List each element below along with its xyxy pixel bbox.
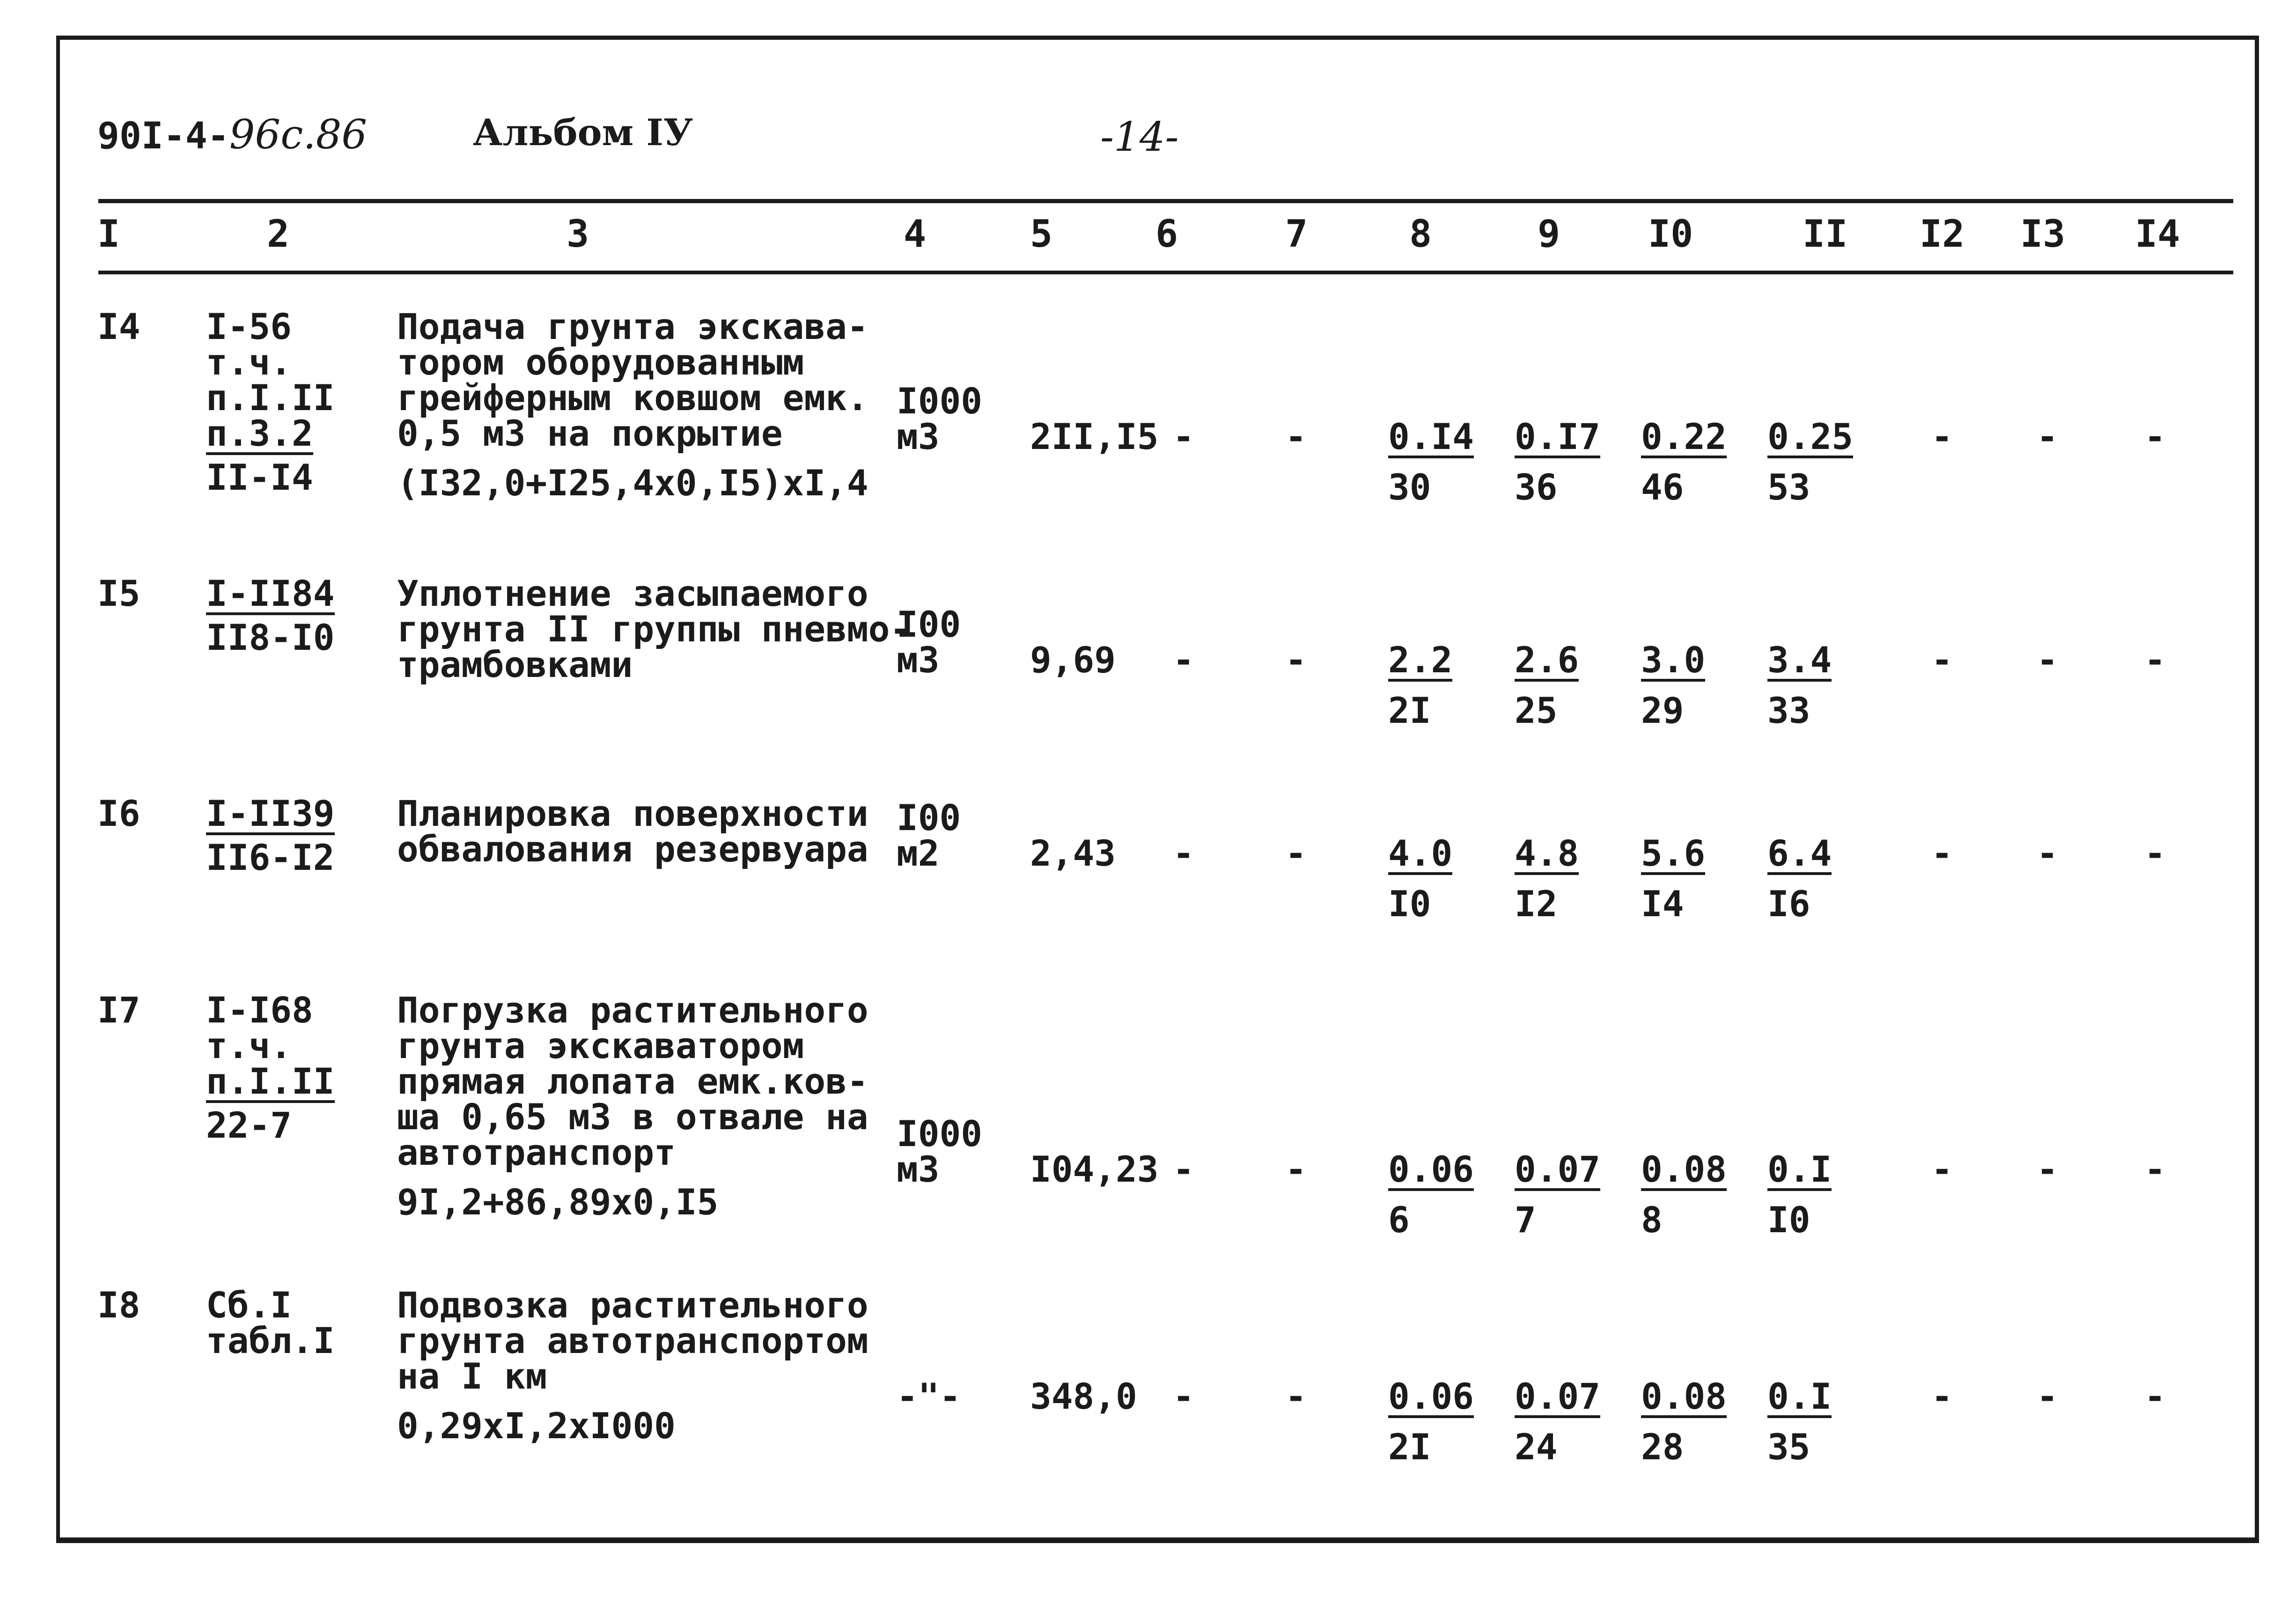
unit-of-measure: I000 bbox=[897, 1113, 983, 1154]
norm-code: 22-7 bbox=[206, 1104, 292, 1146]
column-14-value: - bbox=[2144, 1375, 2166, 1417]
column-number-8: 8 bbox=[1409, 212, 1432, 256]
header-top-rule bbox=[98, 199, 2233, 203]
norm-value-col11: 6.4 bbox=[1767, 832, 1832, 874]
norm-reference: I-I68 bbox=[206, 989, 313, 1031]
quantity: 9,69 bbox=[1030, 639, 1116, 681]
column-number-9: 9 bbox=[1538, 212, 1560, 256]
norm-value-col8: 0.I4 bbox=[1388, 416, 1474, 457]
norm-value-col11: 3.4 bbox=[1767, 639, 1832, 681]
column-14-value: - bbox=[2144, 1148, 2166, 1190]
cost-value-col11: 35 bbox=[1767, 1426, 1810, 1468]
column-number-12: I2 bbox=[1920, 212, 1965, 256]
column-7-value: - bbox=[1285, 416, 1307, 457]
column-6-value: - bbox=[1173, 639, 1194, 681]
column-12-value: - bbox=[1931, 832, 1953, 874]
column-12-value: - bbox=[1931, 1148, 1953, 1190]
cost-value-col11: 33 bbox=[1767, 690, 1810, 731]
column-13-value: - bbox=[2037, 1148, 2058, 1190]
work-description-line: Планировка поверхности bbox=[397, 793, 868, 834]
column-number-14: I4 bbox=[2135, 212, 2180, 256]
cost-value-col11: I0 bbox=[1767, 1199, 1810, 1241]
column-number-13: I3 bbox=[2020, 212, 2066, 256]
cost-value-col9: 7 bbox=[1515, 1199, 1536, 1241]
norm-value-col10: 0.08 bbox=[1641, 1148, 1727, 1190]
column-14-value: - bbox=[2144, 416, 2166, 457]
column-14-value: - bbox=[2144, 639, 2166, 681]
norm-value-col10: 5.6 bbox=[1641, 832, 1706, 874]
cost-value-col10: I4 bbox=[1641, 883, 1684, 925]
norm-value-col9: 0.07 bbox=[1515, 1148, 1601, 1190]
norm-reference: п.I.II bbox=[206, 377, 335, 419]
unit-of-measure: I000 bbox=[897, 380, 983, 422]
column-6-value: - bbox=[1173, 1375, 1194, 1417]
column-7-value: - bbox=[1285, 1148, 1307, 1190]
cost-value-col10: 29 bbox=[1641, 690, 1684, 731]
norm-reference: Сб.I bbox=[206, 1284, 292, 1326]
volume-formula: 0,29хI,2хI000 bbox=[397, 1405, 676, 1447]
cost-value-col9: 24 bbox=[1515, 1426, 1558, 1468]
work-description-line: Уплотнение засыпаемого bbox=[397, 573, 868, 614]
norm-value-col10: 0.22 bbox=[1641, 416, 1727, 457]
header-bottom-rule bbox=[98, 271, 2233, 274]
work-description-line: ша 0,65 м3 в отвале на bbox=[397, 1096, 868, 1138]
column-12-value: - bbox=[1931, 416, 1953, 457]
cost-value-col8: 2I bbox=[1388, 690, 1431, 731]
cost-value-col9: 25 bbox=[1515, 690, 1558, 731]
norm-reference: I-II39 bbox=[206, 793, 335, 834]
work-description-line: тором оборудованным bbox=[397, 341, 804, 383]
document-code-printed: 90I-4- bbox=[97, 115, 229, 157]
column-number-11: II bbox=[1803, 212, 1848, 256]
norm-value-col8: 4.0 bbox=[1388, 832, 1453, 874]
work-description-line: Погрузка растительного bbox=[397, 989, 868, 1031]
norm-value-col8: 2.2 bbox=[1388, 639, 1453, 681]
norm-code: II-I4 bbox=[206, 456, 313, 498]
quantity: 348,0 bbox=[1030, 1375, 1137, 1417]
quantity: 2,43 bbox=[1030, 832, 1116, 874]
column-7-value: - bbox=[1285, 1375, 1307, 1417]
column-number-1: I bbox=[97, 212, 120, 256]
work-description-line: автотранспорт bbox=[397, 1132, 676, 1173]
work-description-line: трамбовками bbox=[397, 644, 633, 685]
work-description-line: на I км bbox=[397, 1355, 547, 1397]
norm-value-col11: 0.I bbox=[1767, 1375, 1832, 1417]
column-13-value: - bbox=[2037, 1375, 2058, 1417]
work-description-line: грунта экскаватором bbox=[397, 1025, 804, 1066]
column-13-value: - bbox=[2037, 639, 2058, 681]
column-13-value: - bbox=[2037, 416, 2058, 457]
work-description-line: Подвозка растительного bbox=[397, 1284, 868, 1326]
column-6-value: - bbox=[1173, 832, 1194, 874]
column-number-4: 4 bbox=[904, 212, 927, 256]
work-description-line: Подача грунта экскава- bbox=[397, 306, 868, 347]
volume-formula: 9I,2+86,89х0,I5 bbox=[397, 1181, 719, 1223]
page-number: -14- bbox=[1100, 114, 1179, 161]
row-number: I4 bbox=[97, 306, 140, 347]
row-number: I7 bbox=[97, 989, 140, 1031]
column-number-6: 6 bbox=[1155, 212, 1178, 256]
row-number: I8 bbox=[97, 1284, 140, 1326]
column-number-7: 7 bbox=[1285, 212, 1308, 256]
norm-reference: табл.I bbox=[206, 1320, 335, 1361]
page-frame bbox=[56, 36, 2259, 1543]
norm-value-col9: 4.8 bbox=[1515, 832, 1579, 874]
unit-of-measure: м3 bbox=[897, 1148, 940, 1190]
unit-of-measure: м3 bbox=[897, 416, 940, 457]
cost-value-col11: I6 bbox=[1767, 883, 1810, 925]
unit-of-measure: м3 bbox=[897, 639, 940, 681]
document-code-handwritten: 96с.86 bbox=[229, 111, 368, 158]
column-14-value: - bbox=[2144, 832, 2166, 874]
norm-reference: I-56 bbox=[206, 306, 292, 347]
column-number-5: 5 bbox=[1030, 212, 1053, 256]
cost-value-col8: 30 bbox=[1388, 466, 1431, 508]
cost-value-col9: I2 bbox=[1515, 883, 1558, 925]
quantity: I04,23 bbox=[1030, 1148, 1159, 1190]
norm-value-col9: 2.6 bbox=[1515, 639, 1579, 681]
norm-reference: т.ч. bbox=[206, 341, 292, 383]
volume-formula: (I32,0+I25,4х0,I5)хI,4 bbox=[397, 462, 868, 504]
column-number-10: I0 bbox=[1648, 212, 1693, 256]
norm-reference: п.I.II bbox=[206, 1060, 335, 1102]
column-7-value: - bbox=[1285, 832, 1307, 874]
norm-value-col10: 0.08 bbox=[1641, 1375, 1727, 1417]
cost-value-col10: 8 bbox=[1641, 1199, 1663, 1241]
column-number-3: 3 bbox=[567, 212, 589, 256]
column-12-value: - bbox=[1931, 1375, 1953, 1417]
column-12-value: - bbox=[1931, 639, 1953, 681]
norm-value-col10: 3.0 bbox=[1641, 639, 1706, 681]
norm-value-col11: 0.I bbox=[1767, 1148, 1832, 1190]
work-description-line: прямая лопата емк.ков- bbox=[397, 1060, 868, 1102]
column-number-2: 2 bbox=[267, 212, 290, 256]
album-label: Альбом IУ bbox=[473, 111, 693, 154]
cost-value-col10: 46 bbox=[1641, 466, 1684, 508]
cost-value-col8: 6 bbox=[1388, 1199, 1410, 1241]
unit-of-measure: I00 bbox=[897, 797, 961, 838]
norm-code: II6-I2 bbox=[206, 837, 335, 878]
cost-value-col10: 28 bbox=[1641, 1426, 1684, 1468]
norm-code: II8-I0 bbox=[206, 617, 335, 658]
norm-value-col8: 0.06 bbox=[1388, 1148, 1474, 1190]
unit-of-measure: I00 bbox=[897, 603, 961, 645]
unit-of-measure: м2 bbox=[897, 832, 940, 874]
work-description-line: 0,5 м3 на покрытие bbox=[397, 412, 783, 454]
cost-value-col9: 36 bbox=[1515, 466, 1558, 508]
cost-value-col11: 53 bbox=[1767, 466, 1810, 508]
norm-value-col9: 0.I7 bbox=[1515, 416, 1601, 457]
quantity: 2II,I5 bbox=[1030, 416, 1159, 457]
norm-value-col11: 0.25 bbox=[1767, 416, 1854, 457]
column-6-value: - bbox=[1173, 416, 1194, 457]
work-description-line: грейферным ковшом емк. bbox=[397, 377, 868, 419]
norm-value-col8: 0.06 bbox=[1388, 1375, 1474, 1417]
norm-reference: т.ч. bbox=[206, 1025, 292, 1066]
row-number: I5 bbox=[97, 573, 140, 614]
unit-of-measure: -"- bbox=[897, 1375, 961, 1417]
work-description-line: грунта II группы пневмо- bbox=[397, 608, 912, 650]
work-description-line: обвалования резервуара bbox=[397, 828, 868, 870]
column-13-value: - bbox=[2037, 832, 2058, 874]
norm-value-col9: 0.07 bbox=[1515, 1375, 1601, 1417]
document-code bbox=[97, 111, 368, 158]
column-7-value: - bbox=[1285, 639, 1307, 681]
work-description-line: грунта автотранспортом bbox=[397, 1320, 868, 1361]
cost-value-col8: 2I bbox=[1388, 1426, 1431, 1468]
column-6-value: - bbox=[1173, 1148, 1194, 1190]
row-number: I6 bbox=[97, 793, 140, 834]
norm-reference: п.3.2 bbox=[206, 412, 313, 454]
cost-value-col8: I0 bbox=[1388, 883, 1431, 925]
norm-reference: I-II84 bbox=[206, 573, 335, 614]
